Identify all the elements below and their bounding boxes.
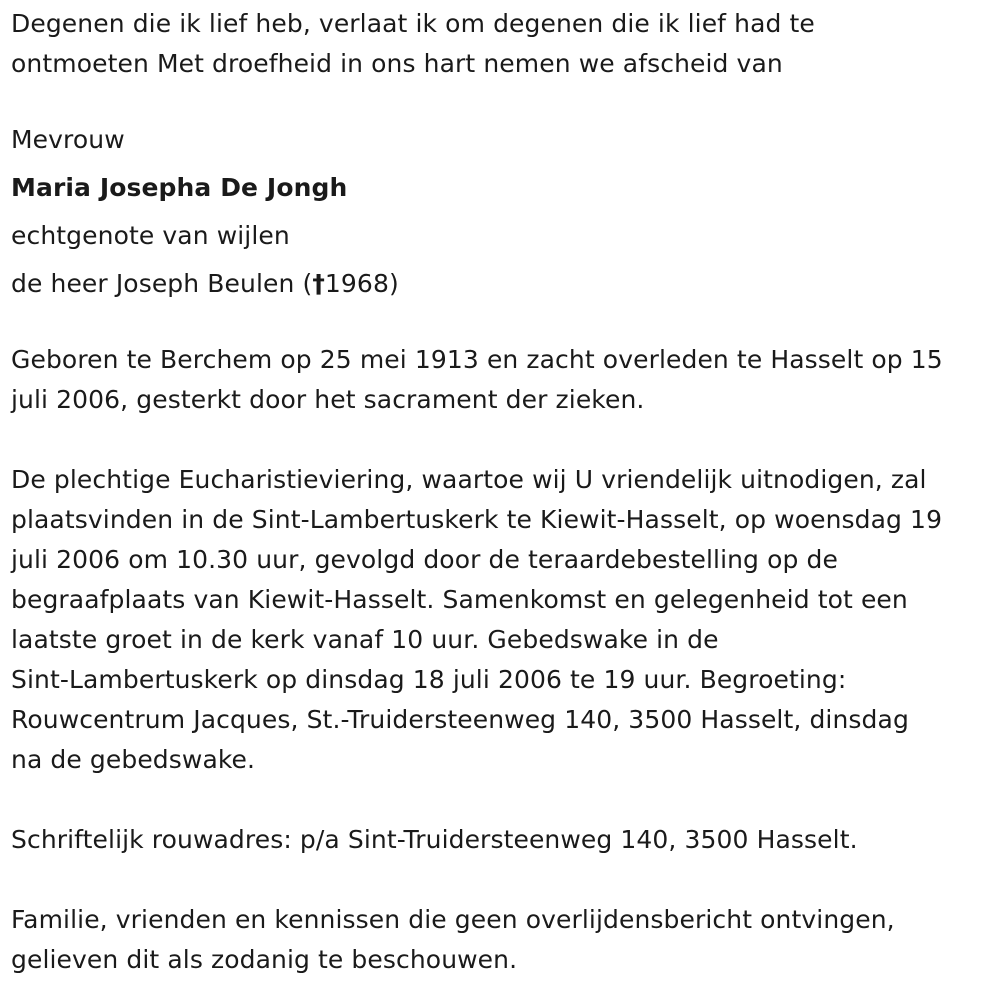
deceased-block — [11, 116, 993, 308]
spouse-prefix: echtgenote van wijlen — [11, 221, 290, 250]
spacer — [11, 420, 993, 460]
ceremony-line: plaatsvinden in de Sint-Lambertuskerk te Kiewit-Hasselt, op woensdag 19 — [11, 505, 943, 534]
deceased-name: Maria Josepha De Jongh — [11, 173, 348, 202]
salutation: Mevrouw — [11, 125, 125, 154]
spouse-text: de heer Joseph Beulen ( — [11, 269, 313, 298]
spouse-year: 1968) — [324, 269, 399, 298]
closing-paragraph — [11, 900, 993, 980]
ceremony-line: juli 2006 om 10.30 uur, gevolgd door de teraardebestelling op de — [11, 545, 838, 574]
spacer — [11, 84, 993, 116]
intro-line-1: Degenen die ik lief heb, verlaat ik om degenen die ik lief had te — [11, 9, 815, 38]
closing-line-2: gelieven dit als zodanig te beschouwen. — [11, 945, 518, 974]
address-paragraph — [11, 820, 993, 860]
birth-death-paragraph — [11, 340, 993, 420]
ceremony-line: na de gebedswake. — [11, 745, 256, 774]
intro-paragraph — [11, 4, 993, 84]
spouse-line — [11, 260, 993, 308]
obituary-document — [11, 4, 993, 980]
spacer — [11, 780, 993, 820]
intro-line-2: ontmoeten Met droefheid in ons hart nemen we afscheid van — [11, 49, 783, 78]
ceremony-line: Sint-Lambertuskerk op dinsdag 18 juli 2006 te 19 uur. Begroeting: — [11, 665, 847, 694]
ceremony-line: Rouwcentrum Jacques, St.-Truidersteenweg 140, 3500 Hasselt, dinsdag — [11, 705, 909, 734]
address-line: Schriftelijk rouwadres: p/a Sint-Truidersteenweg 140, 3500 Hasselt. — [11, 825, 858, 854]
spacer — [11, 308, 993, 340]
ceremony-line: De plechtige Eucharistieviering, waartoe wij U vriendelijk uitnodigen, zal — [11, 465, 927, 494]
birth-death-line-1: Geboren te Berchem op 25 mei 1913 en zacht overleden te Hasselt op 15 — [11, 345, 943, 374]
ceremony-line: begraafplaats van Kiewit-Hasselt. Samenkomst en gelegenheid tot een — [11, 585, 908, 614]
spacer — [11, 860, 993, 900]
ceremony-line: laatste groet in de kerk vanaf 10 uur. Gebedswake in de — [11, 625, 719, 654]
birth-death-line-2: juli 2006, gesterkt door het sacrament der zieken. — [11, 385, 645, 414]
dagger-icon: † — [312, 269, 325, 298]
closing-line-1: Familie, vrienden en kennissen die geen overlijdensbericht ontvingen, — [11, 905, 895, 934]
ceremony-paragraph — [11, 460, 993, 780]
